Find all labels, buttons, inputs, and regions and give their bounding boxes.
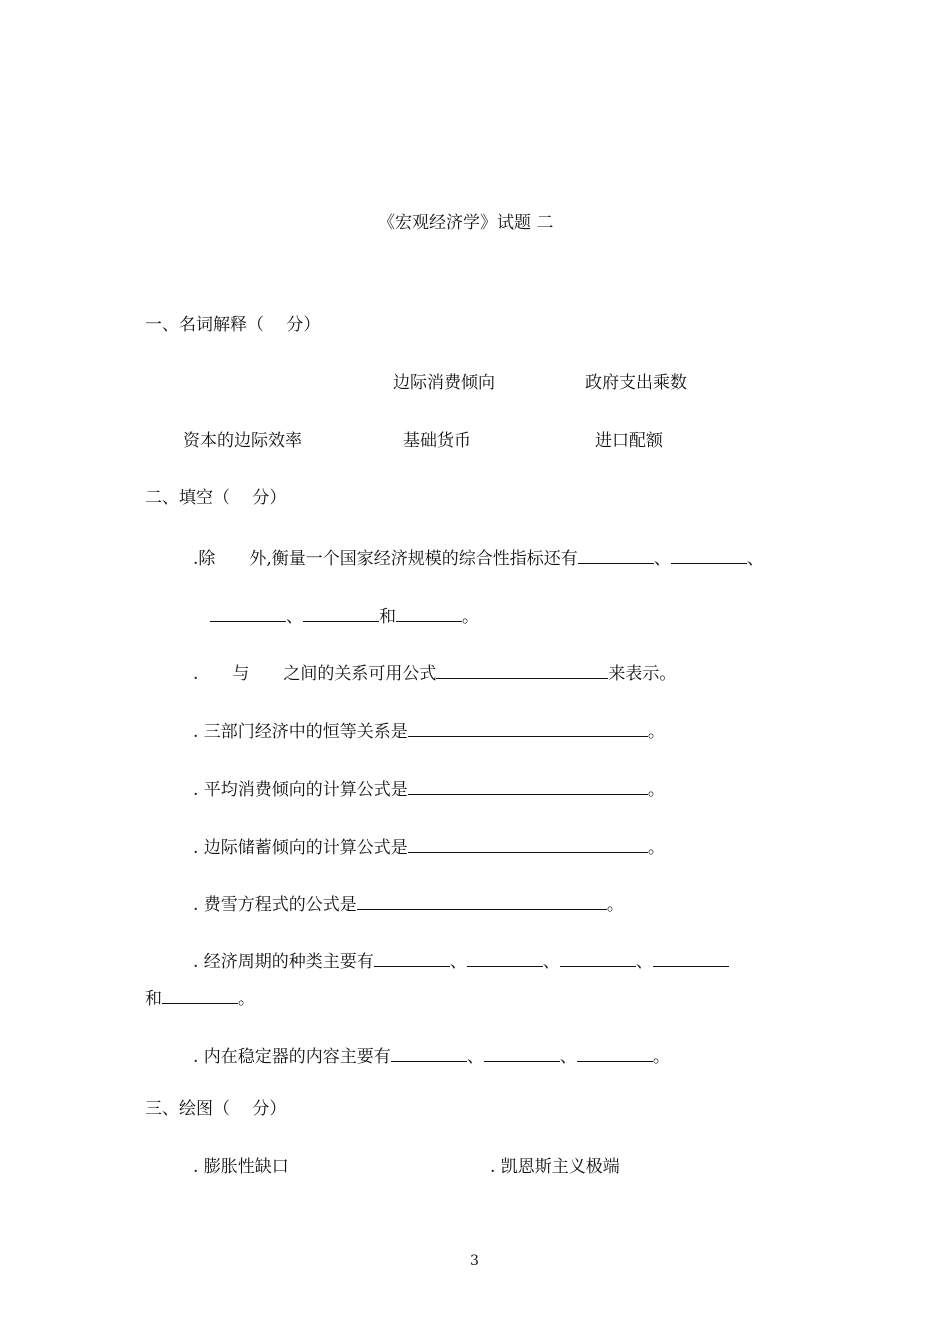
conjunction: 和 (145, 989, 162, 1009)
question-7-cont (145, 985, 255, 1010)
question-5 (193, 834, 665, 859)
blank (396, 603, 462, 622)
question-8-text: . 内在稳定器的内容主要有 (193, 1047, 391, 1067)
blank (578, 545, 654, 564)
period: 。 (652, 1047, 670, 1067)
term-3: 资本的边际效率 (183, 431, 302, 451)
question-3-text: . 三部门经济中的恒等关系是 (193, 722, 408, 742)
question-1-text: .除 外,衡量一个国家经济规模的综合性指标还有 (193, 549, 578, 569)
blank (560, 948, 636, 967)
drawing-item-1: . 膨胀性缺口 (193, 1157, 289, 1177)
separator: 、 (542, 952, 560, 972)
question-2 (193, 660, 676, 685)
section1-heading: 一、名词解释（ 分） (145, 315, 321, 335)
period: 。 (606, 895, 624, 915)
blank (374, 948, 450, 967)
blank (467, 948, 543, 967)
blank (303, 603, 379, 622)
blank (577, 1043, 653, 1062)
blank (653, 948, 729, 967)
blank (391, 1043, 467, 1062)
question-2-text: . 与 之间的关系可用公式 (193, 664, 437, 684)
separator: 、 (559, 1047, 577, 1067)
conjunction: 和 (379, 607, 396, 627)
separator: 、 (466, 1047, 484, 1067)
blank (484, 1043, 560, 1062)
question-2-tail: 来表示。 (608, 664, 677, 684)
question-3 (193, 718, 665, 743)
period: 。 (647, 838, 665, 858)
blank (210, 603, 286, 622)
blank (408, 776, 648, 795)
section2-heading: 二、填空（ 分） (145, 488, 287, 508)
question-1 (193, 545, 764, 570)
drawing-item-2: . 凯恩斯主义极端 (490, 1157, 620, 1177)
period: 。 (647, 780, 665, 800)
blank (408, 834, 648, 853)
blank (162, 985, 238, 1004)
separator: 、 (746, 549, 764, 569)
question-6 (193, 891, 624, 916)
term-2: 政府支出乘数 (585, 373, 687, 393)
separator: 、 (449, 952, 467, 972)
separator: 、 (653, 549, 671, 569)
term-4: 基础货币 (403, 431, 471, 451)
question-1-cont (210, 603, 479, 628)
question-4-text: . 平均消费倾向的计算公式是 (193, 780, 408, 800)
page-number: 3 (470, 1253, 479, 1269)
page-title: 《宏观经济学》试题 二 (378, 213, 554, 233)
period: 。 (238, 989, 255, 1009)
separator: 、 (635, 952, 653, 972)
question-7 (193, 948, 729, 973)
question-7-text: . 经济周期的种类主要有 (193, 952, 374, 972)
blank (436, 660, 608, 679)
blank (408, 718, 648, 737)
question-5-text: . 边际储蓄倾向的计算公式是 (193, 838, 408, 858)
period: 。 (647, 722, 665, 742)
separator: 、 (286, 607, 303, 627)
term-5: 进口配额 (595, 431, 663, 451)
question-6-text: . 费雪方程式的公式是 (193, 895, 357, 915)
question-4 (193, 776, 665, 801)
term-1: 边际消费倾向 (393, 373, 495, 393)
blank (671, 545, 747, 564)
question-8 (193, 1043, 670, 1068)
blank (357, 891, 607, 910)
section3-heading: 三、绘图（ 分） (145, 1099, 287, 1119)
period: 。 (462, 607, 479, 627)
